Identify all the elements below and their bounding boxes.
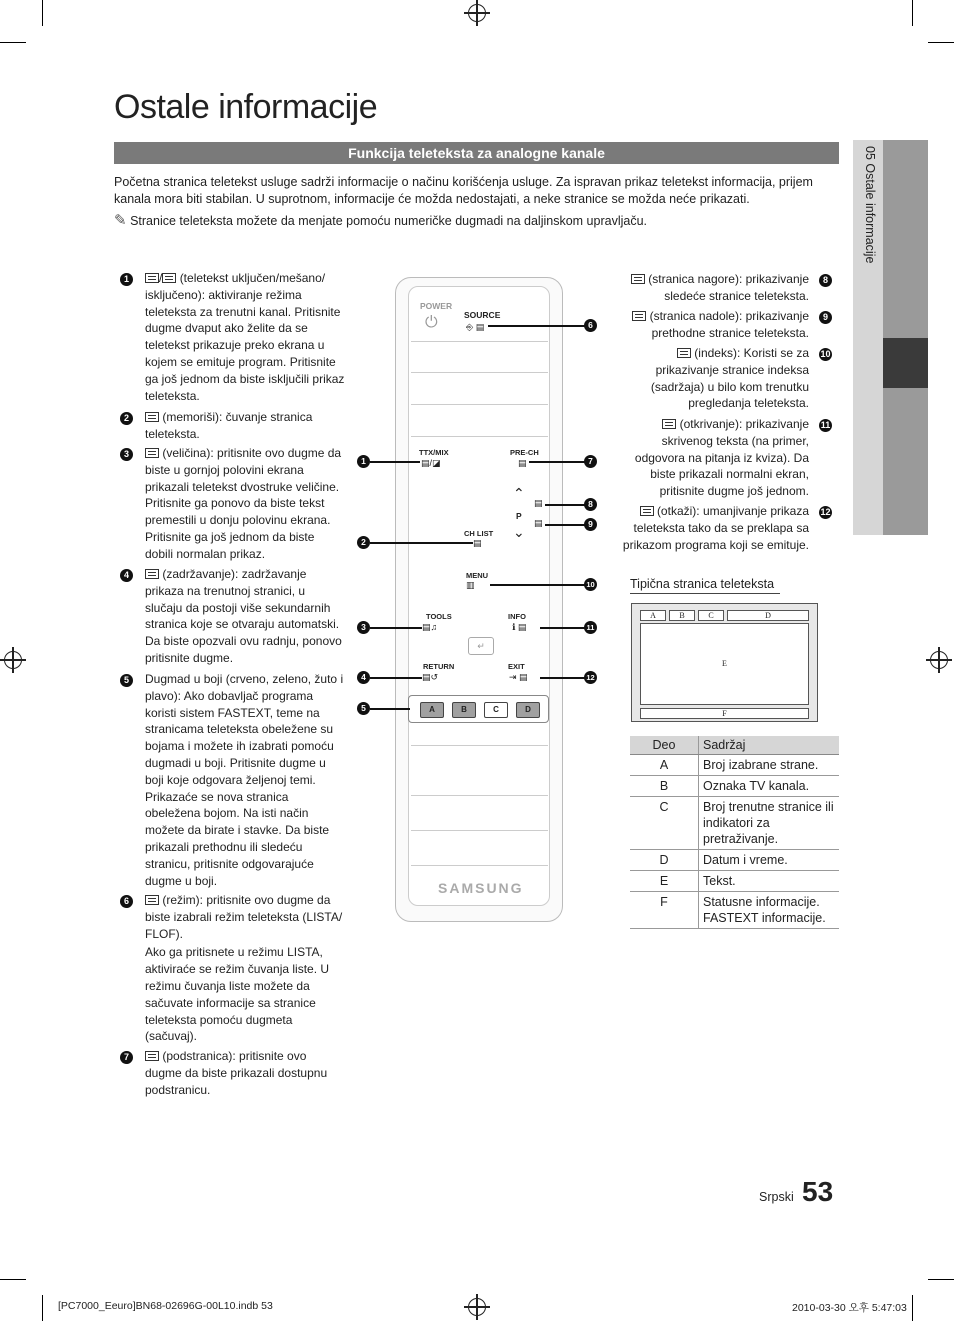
teletext-cell-c: C [698,610,724,621]
cancel-icon [640,506,654,516]
callout-number: 6 [584,319,597,332]
callout-number: 9 [584,518,597,531]
teletext-cell-a: A [640,610,666,621]
color-button-a[interactable]: A [420,702,444,718]
registration-mark-icon [4,651,22,669]
ch-list-label: CH LIST [464,529,494,538]
size-icon [145,448,159,458]
crop-mark [912,0,913,26]
ttx-mix-label: TTX/MIX [419,448,449,457]
item-page-up: (stranica nagore): prikazivanje sledeće stranice teleteksta. [618,271,809,305]
item-colors: Dugmad u boji (crveno, zeleno, žuto i plavo): Ako dobavljač programa koristi sistem FASTEXT, teme na stranicama teleteksta obeležene su bojama i možete ih izabrati pomoću dugmadi u boji. Pritisnite dugme u boji koje odgovara željenoj temi. Prikazaće se nova stranica obeležena bojom. Na isti način možete da birate i stavke. Da biste prikazali prethodnu ili sledeću stranicu, pritisnite odgovarajuće dugme u boji. [145,672,344,888]
item-hold: (zadržavanje): zadržavanje prikaza na trenutnoj stranici, u slučaju da postoji više sekundarnih stranica koje se otvaraju automatski. Da biste opozvali ovu radnju, ponovo pritisnite dugme. [145,567,342,665]
crop-mark [928,42,954,43]
side-tab-label: 05 Ostale informacije [863,146,877,264]
divider [411,372,548,373]
store-button-icon[interactable]: ▤ [473,538,482,548]
chevron-down-icon[interactable]: ⌄ [513,524,525,540]
return-label: RETURN [423,662,455,671]
color-button-b[interactable]: B [452,702,476,718]
callout-line [540,627,586,629]
section-header: Funkcija teleteksta za analogne kanale [114,142,839,164]
crop-mark [928,1279,954,1280]
teletext-cell-b: B [669,610,695,621]
p-label: P [516,511,522,521]
reveal-button-icon[interactable]: ℹ ▤ [512,622,527,632]
divider [411,404,548,405]
teletext-cell-d: D [727,610,809,621]
parts-table [630,736,839,929]
table-row: A Broj izabrane strane. [630,755,839,776]
teletext-heading: Tipična stranica teleteksta [630,577,780,594]
item-number: 10 [820,349,831,359]
table-row: C Broj trenutne stranice ili indikatori za pretraživanje. [630,797,839,850]
ttx-mix-button-icon[interactable]: ▤/◪ [421,458,441,468]
ttx-mix-icon [145,273,159,283]
table-header-part: Deo [630,736,699,755]
callout-number: 2 [357,536,370,549]
footer-date: 2010-03-30 오후 5:47:03 [792,1302,907,1314]
crop-mark [0,1279,26,1280]
callout-line [545,524,586,526]
store-icon [145,412,159,422]
callout-line [370,461,420,463]
divider [411,745,548,746]
source-icon[interactable]: ⎆ ▤ [466,322,485,332]
callout-line [488,325,586,327]
callout-line [529,461,586,463]
item-page-down: (stranica nadole): prikazivanje prethodne stranice teleteksta. [618,308,809,342]
index-icon [677,348,691,358]
item-subpage: (podstranica): pritisnite ovo dugme da biste prikazali dostupnu podstranicu. [145,1049,328,1097]
item-index: (indeks): Koristi se za prikazivanje stranice indeksa (sadržaja) u bilo kom trenutku pregledanja teleteksta. [650,346,809,411]
cancel-button-icon[interactable]: ⇥ ▤ [509,672,528,682]
item-number: 8 [819,274,832,287]
hold-button-icon[interactable]: ▤↺ [422,672,439,682]
language-label: Srpski [759,1190,794,1204]
pre-ch-label: PRE-CH [510,448,539,457]
callout-line [490,584,586,586]
enter-button-icon[interactable]: ↵ [468,637,494,655]
crop-mark [42,0,43,26]
callout-number: 4 [357,671,370,684]
callout-number: 5 [357,702,370,715]
mode-icon [145,895,159,905]
crop-mark [912,1295,913,1321]
callout-line [370,677,422,679]
item-number: 1 [120,273,133,286]
callout-number: 10 [584,578,597,591]
note-text: Stranice teleteksta možete da menjate pomoću numeričke dugmadi na daljinskom upravljaču. [130,214,647,228]
tools-label: TOOLS [426,612,452,621]
callout-number: 11 [584,621,597,634]
item-number: 12 [820,507,831,517]
divider [411,436,548,437]
page-title: Ostale informacije [114,88,378,126]
table-row: B Oznaka TV kanala. [630,776,839,797]
pre-ch-button-icon[interactable]: ▤ [518,458,527,468]
callout-number: 3 [357,621,370,634]
page-number: 53 [802,1176,834,1207]
table-row: F Statusne informacije. FASTEXT informacije. [630,892,839,929]
item-number: 2 [120,412,133,425]
callout-number: 1 [357,455,370,468]
item-size: (veličina): pritisnite ovo dugme da biste u gornjoj polovini ekrana prikazali teletekst dvostruke veličine. Pritisnite ga ponovo da biste tekst premestili u donju polovinu ekrana. Pritisnite ga još jednom da biste dobili normalan prikaz. [145,446,342,561]
item-reveal: (otkrivanje): prikazivanje skrivenog teksta (na primer, odgovora na pitanja iz kviza). Da biste prikazali normalni ekran, pritisnite dugme još jednom. [634,417,809,499]
item-number: 5 [120,674,133,687]
power-icon[interactable]: ⏻ [425,314,438,331]
teletext-cell-f: F [640,708,809,719]
brand-logo: SAMSUNG [438,880,524,896]
hold-icon [145,569,159,579]
item-number: 7 [120,1051,133,1064]
chevron-up-icon[interactable]: ⌃ [513,485,525,501]
table-row: E Tekst. [630,871,839,892]
item-number: 9 [819,311,832,324]
color-button-c[interactable]: C [484,702,508,718]
callout-line [370,542,473,544]
footer-file: [PC7000_Eeuro]BN68-02696G-00L10.indb 53 [58,1300,273,1312]
page-up-button-icon[interactable]: ▤ [534,498,543,508]
callout-line [370,708,410,710]
divider [411,795,548,796]
page-down-icon [632,311,646,321]
callout-line [540,677,586,679]
table-row: D Datum i vreme. [630,850,839,871]
divider [411,830,548,831]
item-ttx: / (teletekst uključen/mešano/ isključeno): aktiviranje režima teleteksta za trenutni kanal. Pritisnite dugme dvaput ako želite da se teletekst prikazuje preko ekrana u kojem se emituje program. Pritisnite ga još jednom da biste isključili prikaz teleteksta. [145,271,345,403]
item-number: 3 [120,448,133,461]
callout-number: 7 [584,455,597,468]
callout-line [545,504,586,506]
exit-label: EXIT [508,662,525,671]
index-button-icon[interactable]: ▥ [466,580,475,590]
item-cancel: (otkaži): umanjivanje prikaza teleteksta tako da se preklapa sa prikazom programa koji se emituje. [622,504,809,552]
teletext-page [631,603,818,722]
remote-control-face [408,286,550,906]
side-tab-marker [883,338,928,388]
table-header-content: Sadržaj [699,736,840,755]
crop-mark [0,42,26,43]
pencil-note-icon: ✎ [114,212,127,229]
subpage-icon [145,1051,159,1061]
crop-mark [42,1295,43,1321]
item-store: (memoriši): čuvanje stranica teleteksta. [145,410,313,441]
source-label: SOURCE [464,310,501,320]
registration-mark-icon [468,1298,486,1316]
note [114,213,839,229]
intro-text: Početna stranica teletekst usluge sadrži informacije o načinu korišćenja usluge. Za ispravan prikaz teletekst informacija, prijem kanala mora biti stabilan. U suprotnom, informacije će možda nedostajati, a neke stranice se možda neće prikazati. [114,175,813,206]
item-number: 4 [120,569,133,582]
item-number: 11 [820,420,831,430]
ttx-mix-icon [162,273,176,283]
registration-mark-icon [930,651,948,669]
callout-number: 12 [584,671,597,684]
table-header-row [630,736,839,755]
divider [411,865,548,866]
item-number: 6 [120,895,133,908]
page-down-button-icon[interactable]: ▤ [534,518,543,528]
callout-line [370,627,422,629]
power-label: POWER [420,301,453,311]
color-button-d[interactable]: D [516,702,540,718]
reveal-icon [662,419,676,429]
info-label: INFO [508,612,526,621]
registration-mark-icon [468,4,486,22]
page-up-icon [631,274,645,284]
menu-label: MENU [466,571,489,580]
teletext-cell-e: E [640,623,809,705]
callout-number: 8 [584,498,597,511]
divider [411,341,548,342]
size-button-icon[interactable]: ▤♫ [422,622,438,632]
item-mode: (režim): pritisnite ovo dugme da biste izabrali režim teleteksta (LISTA/ FLOF). Ako ga pritisnete u režimu LISTA, aktiviraće se režim čuvanja liste. U režimu čuvanja liste možete da sačuvate informacije sa stranice teleteksta pomoću dugmeta (sačuvaj). [145,893,343,1044]
